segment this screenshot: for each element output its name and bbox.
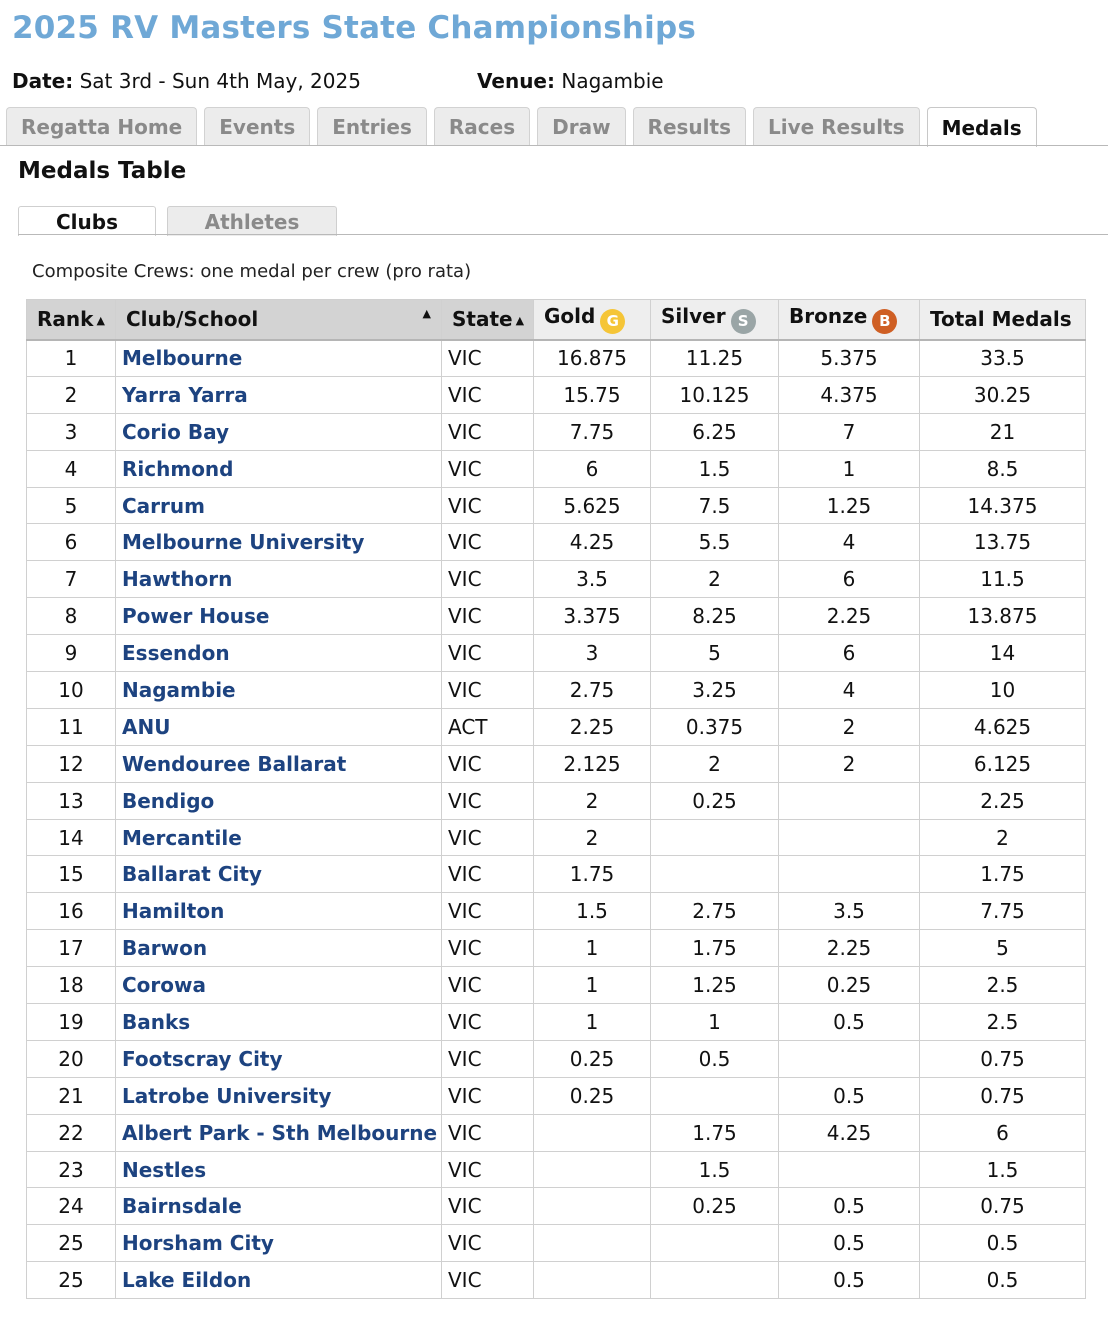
- total-cell: 2: [920, 819, 1086, 856]
- table-row: [27, 1188, 1086, 1225]
- gold-cell: 6: [534, 450, 651, 487]
- table-row: [27, 1114, 1086, 1151]
- club-link[interactable]: Yarra Yarra: [122, 382, 248, 407]
- sort-asc-icon[interactable]: ▲: [422, 307, 431, 321]
- header-silver[interactable]: Silver S: [651, 300, 779, 340]
- silver-cell: 0.25: [651, 782, 779, 819]
- regatta-venue: [477, 69, 664, 93]
- state-cell: VIC: [442, 893, 534, 930]
- state-cell: VIC: [442, 1151, 534, 1188]
- rank-cell: 8: [27, 598, 116, 635]
- gold-cell: [534, 1188, 651, 1225]
- silver-cell: 5.5: [651, 524, 779, 561]
- total-cell: 0.75: [920, 1040, 1086, 1077]
- club-link[interactable]: Barwon: [122, 936, 208, 961]
- bronze-cell: 4: [779, 524, 920, 561]
- state-cell: VIC: [442, 635, 534, 672]
- club-link[interactable]: Nestles: [122, 1157, 207, 1182]
- table-row: [27, 930, 1086, 967]
- bronze-cell: [779, 1151, 920, 1188]
- club-cell: [116, 1262, 442, 1299]
- silver-cell: 0.25: [651, 1188, 779, 1225]
- table-row: [27, 819, 1086, 856]
- state-cell: VIC: [442, 598, 534, 635]
- bronze-cell: 0.5: [779, 1188, 920, 1225]
- table-row: [27, 1004, 1086, 1041]
- venue-label: Venue:: [477, 69, 555, 93]
- bronze-cell: [779, 782, 920, 819]
- table-header-row: [27, 300, 1086, 340]
- date-label: Date:: [12, 69, 74, 93]
- gold-cell: 1.5: [534, 893, 651, 930]
- table-row: [27, 450, 1086, 487]
- silver-cell: [651, 856, 779, 893]
- rank-cell: 19: [27, 1004, 116, 1041]
- header-bronze[interactable]: Bronze B: [779, 300, 920, 340]
- club-cell: [116, 635, 442, 672]
- bronze-cell: 2.25: [779, 930, 920, 967]
- table-row: [27, 708, 1086, 745]
- tab-regatta-home[interactable]: Regatta Home: [6, 107, 197, 146]
- state-cell: VIC: [442, 1262, 534, 1299]
- table-row: [27, 1040, 1086, 1077]
- silver-cell: [651, 1225, 779, 1262]
- total-cell: 2.5: [920, 1004, 1086, 1041]
- table-row: [27, 967, 1086, 1004]
- gold-cell: 2: [534, 782, 651, 819]
- rank-cell: 1: [27, 340, 116, 377]
- gold-cell: 3.375: [534, 598, 651, 635]
- venue-value: Nagambie: [561, 69, 664, 93]
- club-link[interactable]: Bendigo: [122, 788, 215, 813]
- total-cell: 6: [920, 1114, 1086, 1151]
- state-cell: ACT: [442, 708, 534, 745]
- table-row: [27, 376, 1086, 413]
- page-title: 2025 RV Masters State Championships: [12, 10, 697, 46]
- table-row: [27, 1077, 1086, 1114]
- table-row: [27, 856, 1086, 893]
- header-club[interactable]: Club/School ▲: [116, 300, 442, 340]
- table-row: [27, 487, 1086, 524]
- rank-cell: 21: [27, 1077, 116, 1114]
- silver-cell: 7.5: [651, 487, 779, 524]
- gold-medal-icon: G: [600, 309, 625, 334]
- state-cell: VIC: [442, 672, 534, 709]
- club-cell: [116, 708, 442, 745]
- total-cell: 4.625: [920, 708, 1086, 745]
- tab-draw[interactable]: Draw: [537, 107, 625, 146]
- state-cell: VIC: [442, 856, 534, 893]
- total-cell: 6.125: [920, 745, 1086, 782]
- state-cell: VIC: [442, 561, 534, 598]
- club-link[interactable]: Hawthorn: [122, 567, 233, 592]
- bronze-cell: 4.25: [779, 1114, 920, 1151]
- sort-asc-icon[interactable]: ▲: [96, 314, 105, 328]
- table-row: [27, 1225, 1086, 1262]
- tab-live-results[interactable]: Live Results: [753, 107, 920, 146]
- total-cell: 14: [920, 635, 1086, 672]
- rank-cell: 15: [27, 856, 116, 893]
- silver-cell: 5: [651, 635, 779, 672]
- state-cell: VIC: [442, 967, 534, 1004]
- bronze-cell: 1.25: [779, 487, 920, 524]
- silver-cell: 2: [651, 561, 779, 598]
- club-link[interactable]: Lake Eildon: [122, 1268, 252, 1293]
- total-cell: 0.75: [920, 1077, 1086, 1114]
- table-row: [27, 340, 1086, 377]
- club-link[interactable]: Melbourne: [122, 346, 243, 371]
- table-row: [27, 745, 1086, 782]
- state-cell: VIC: [442, 413, 534, 450]
- total-cell: 1.75: [920, 856, 1086, 893]
- tab-results[interactable]: Results: [633, 107, 746, 146]
- tab-entries[interactable]: Entries: [317, 107, 427, 146]
- gold-cell: 2: [534, 819, 651, 856]
- silver-cell: [651, 819, 779, 856]
- gold-cell: 4.25: [534, 524, 651, 561]
- state-cell: VIC: [442, 819, 534, 856]
- sort-asc-icon[interactable]: ▲: [515, 314, 525, 328]
- rank-cell: 14: [27, 819, 116, 856]
- club-cell: [116, 672, 442, 709]
- silver-cell: 11.25: [651, 340, 779, 377]
- state-cell: VIC: [442, 524, 534, 561]
- total-cell: 0.5: [920, 1262, 1086, 1299]
- club-link[interactable]: Power House: [122, 604, 270, 629]
- gold-cell: 0.25: [534, 1077, 651, 1114]
- tab-medals[interactable]: Medals: [927, 107, 1037, 147]
- state-cell: VIC: [442, 487, 534, 524]
- gold-cell: 16.875: [534, 340, 651, 377]
- bronze-cell: 0.5: [779, 1262, 920, 1299]
- silver-cell: 1.5: [651, 1151, 779, 1188]
- rank-cell: 6: [27, 524, 116, 561]
- state-cell: VIC: [442, 782, 534, 819]
- state-cell: VIC: [442, 1114, 534, 1151]
- club-cell: [116, 1004, 442, 1041]
- club-cell: [116, 856, 442, 893]
- club-link[interactable]: Ballarat City: [122, 862, 262, 887]
- gold-cell: 5.625: [534, 487, 651, 524]
- total-cell: 0.75: [920, 1188, 1086, 1225]
- composite-crews-note: Composite Crews: one medal per crew (pro rata): [32, 261, 472, 282]
- club-cell: [116, 745, 442, 782]
- silver-cell: 1.75: [651, 1114, 779, 1151]
- date-value: Sat 3rd - Sun 4th May, 2025: [79, 69, 361, 93]
- rank-cell: 10: [27, 672, 116, 709]
- table-row: [27, 672, 1086, 709]
- silver-cell: 2.75: [651, 893, 779, 930]
- rank-cell: 23: [27, 1151, 116, 1188]
- table-row: [27, 413, 1086, 450]
- club-cell: [116, 413, 442, 450]
- club-link[interactable]: Corio Bay: [122, 419, 230, 444]
- state-cell: VIC: [442, 745, 534, 782]
- silver-cell: 8.25: [651, 598, 779, 635]
- total-cell: 33.5: [920, 340, 1086, 377]
- gold-cell: [534, 1225, 651, 1262]
- header-rank[interactable]: Rank ▲: [27, 300, 116, 340]
- total-cell: 10: [920, 672, 1086, 709]
- bronze-cell: 7: [779, 413, 920, 450]
- club-cell: [116, 967, 442, 1004]
- header-gold[interactable]: Gold G: [534, 300, 651, 340]
- gold-cell: [534, 1114, 651, 1151]
- bronze-cell: 4: [779, 672, 920, 709]
- bronze-cell: 6: [779, 561, 920, 598]
- club-cell: [116, 1040, 442, 1077]
- club-cell: [116, 524, 442, 561]
- bronze-cell: 0.25: [779, 967, 920, 1004]
- gold-cell: [534, 1151, 651, 1188]
- silver-cell: 1: [651, 1004, 779, 1041]
- rank-cell: 3: [27, 413, 116, 450]
- silver-cell: 1.75: [651, 930, 779, 967]
- tabs-divider: [0, 145, 1108, 146]
- club-cell: [116, 819, 442, 856]
- gold-cell: [534, 1262, 651, 1299]
- total-cell: 13.875: [920, 598, 1086, 635]
- club-link[interactable]: Albert Park - Sth Melbourne: [122, 1120, 438, 1145]
- bronze-cell: 2: [779, 745, 920, 782]
- club-cell: [116, 1225, 442, 1262]
- total-cell: 11.5: [920, 561, 1086, 598]
- rank-cell: 24: [27, 1188, 116, 1225]
- state-cell: VIC: [442, 1225, 534, 1262]
- silver-cell: 3.25: [651, 672, 779, 709]
- state-cell: VIC: [442, 1188, 534, 1225]
- club-link[interactable]: Wendouree Ballarat: [122, 751, 347, 776]
- silver-cell: 2: [651, 745, 779, 782]
- club-cell: [116, 1151, 442, 1188]
- rank-cell: 25: [27, 1262, 116, 1299]
- club-cell: [116, 1188, 442, 1225]
- table-row: [27, 524, 1086, 561]
- bronze-cell: 3.5: [779, 893, 920, 930]
- total-cell: 5: [920, 930, 1086, 967]
- rank-cell: 20: [27, 1040, 116, 1077]
- header-state[interactable]: State ▲: [442, 300, 534, 340]
- total-cell: 14.375: [920, 487, 1086, 524]
- tab-events[interactable]: Events: [204, 107, 310, 146]
- gold-cell: 3: [534, 635, 651, 672]
- gold-cell: 2.25: [534, 708, 651, 745]
- state-cell: VIC: [442, 376, 534, 413]
- state-cell: VIC: [442, 1040, 534, 1077]
- silver-cell: 1.5: [651, 450, 779, 487]
- silver-cell: 10.125: [651, 376, 779, 413]
- silver-cell: 0.375: [651, 708, 779, 745]
- bronze-cell: 1: [779, 450, 920, 487]
- club-link[interactable]: Banks: [122, 1009, 191, 1034]
- total-cell: 13.75: [920, 524, 1086, 561]
- club-link[interactable]: Carrum: [122, 493, 205, 518]
- rank-cell: 7: [27, 561, 116, 598]
- rank-cell: 25: [27, 1225, 116, 1262]
- state-cell: VIC: [442, 930, 534, 967]
- bronze-cell: 0.5: [779, 1225, 920, 1262]
- medals-table: [26, 299, 1086, 1299]
- gold-cell: 0.25: [534, 1040, 651, 1077]
- silver-medal-icon: S: [731, 309, 756, 334]
- club-cell: [116, 1114, 442, 1151]
- subtab-clubs[interactable]: Clubs: [18, 206, 156, 236]
- gold-cell: 2.125: [534, 745, 651, 782]
- bronze-cell: 0.5: [779, 1004, 920, 1041]
- club-cell: [116, 450, 442, 487]
- table-row: [27, 1151, 1086, 1188]
- rank-cell: 18: [27, 967, 116, 1004]
- total-cell: 7.75: [920, 893, 1086, 930]
- total-cell: 8.5: [920, 450, 1086, 487]
- gold-cell: 15.75: [534, 376, 651, 413]
- gold-cell: 7.75: [534, 413, 651, 450]
- club-link[interactable]: Footscray City: [122, 1046, 283, 1071]
- club-cell: [116, 782, 442, 819]
- section-title: Medals Table: [18, 158, 187, 184]
- club-cell: [116, 930, 442, 967]
- club-link[interactable]: Nagambie: [122, 677, 236, 702]
- rank-cell: 16: [27, 893, 116, 930]
- table-row: [27, 893, 1086, 930]
- gold-cell: 2.75: [534, 672, 651, 709]
- gold-cell: 1: [534, 1004, 651, 1041]
- state-cell: VIC: [442, 1004, 534, 1041]
- header-total[interactable]: Total Medals: [920, 300, 1086, 340]
- subtab-athletes[interactable]: Athletes: [167, 206, 337, 236]
- club-cell: [116, 487, 442, 524]
- bronze-medal-icon: B: [872, 309, 897, 334]
- bronze-cell: [779, 856, 920, 893]
- club-link[interactable]: Melbourne University: [122, 530, 365, 555]
- bronze-cell: [779, 1040, 920, 1077]
- club-cell: [116, 893, 442, 930]
- bronze-cell: 6: [779, 635, 920, 672]
- table-row: [27, 782, 1086, 819]
- club-link[interactable]: Latrobe University: [122, 1083, 332, 1108]
- gold-cell: 1: [534, 930, 651, 967]
- gold-cell: 1: [534, 967, 651, 1004]
- table-row: [27, 598, 1086, 635]
- medal-rows: [27, 340, 1086, 1299]
- rank-cell: 2: [27, 376, 116, 413]
- bronze-cell: 5.375: [779, 340, 920, 377]
- club-link[interactable]: Mercantile: [122, 825, 242, 850]
- silver-cell: 6.25: [651, 413, 779, 450]
- state-cell: VIC: [442, 1077, 534, 1114]
- rank-cell: 17: [27, 930, 116, 967]
- club-link[interactable]: Bairnsdale: [122, 1194, 242, 1219]
- rank-cell: 9: [27, 635, 116, 672]
- silver-cell: 0.5: [651, 1040, 779, 1077]
- club-link[interactable]: Hamilton: [122, 899, 225, 924]
- bronze-cell: 2: [779, 708, 920, 745]
- gold-cell: 3.5: [534, 561, 651, 598]
- total-cell: 0.5: [920, 1225, 1086, 1262]
- club-link[interactable]: Corowa: [122, 973, 206, 998]
- club-link[interactable]: ANU: [122, 714, 171, 739]
- rank-cell: 4: [27, 450, 116, 487]
- gold-cell: 1.75: [534, 856, 651, 893]
- club-link[interactable]: Essendon: [122, 641, 230, 666]
- rank-cell: 22: [27, 1114, 116, 1151]
- club-cell: [116, 376, 442, 413]
- total-cell: 2.5: [920, 967, 1086, 1004]
- medals-subtabs: [18, 206, 348, 236]
- bronze-cell: 0.5: [779, 1077, 920, 1114]
- club-cell: [116, 1077, 442, 1114]
- total-cell: 30.25: [920, 376, 1086, 413]
- bronze-cell: 2.25: [779, 598, 920, 635]
- table-row: [27, 635, 1086, 672]
- silver-cell: [651, 1262, 779, 1299]
- rank-cell: 12: [27, 745, 116, 782]
- club-link[interactable]: Richmond: [122, 456, 234, 481]
- total-cell: 1.5: [920, 1151, 1086, 1188]
- tab-races[interactable]: Races: [434, 107, 530, 146]
- subtabs-divider: [18, 234, 1108, 235]
- bronze-cell: [779, 819, 920, 856]
- club-link[interactable]: Horsham City: [122, 1231, 274, 1256]
- regatta-nav-tabs: [6, 107, 1044, 147]
- silver-cell: 1.25: [651, 967, 779, 1004]
- club-cell: [116, 598, 442, 635]
- club-cell: [116, 561, 442, 598]
- silver-cell: [651, 1077, 779, 1114]
- regatta-date: [12, 69, 361, 93]
- table-row: [27, 561, 1086, 598]
- rank-cell: 5: [27, 487, 116, 524]
- state-cell: VIC: [442, 340, 534, 377]
- rank-cell: 11: [27, 708, 116, 745]
- club-cell: [116, 340, 442, 377]
- table-row: [27, 1262, 1086, 1299]
- bronze-cell: 4.375: [779, 376, 920, 413]
- total-cell: 2.25: [920, 782, 1086, 819]
- state-cell: VIC: [442, 450, 534, 487]
- rank-cell: 13: [27, 782, 116, 819]
- total-cell: 21: [920, 413, 1086, 450]
